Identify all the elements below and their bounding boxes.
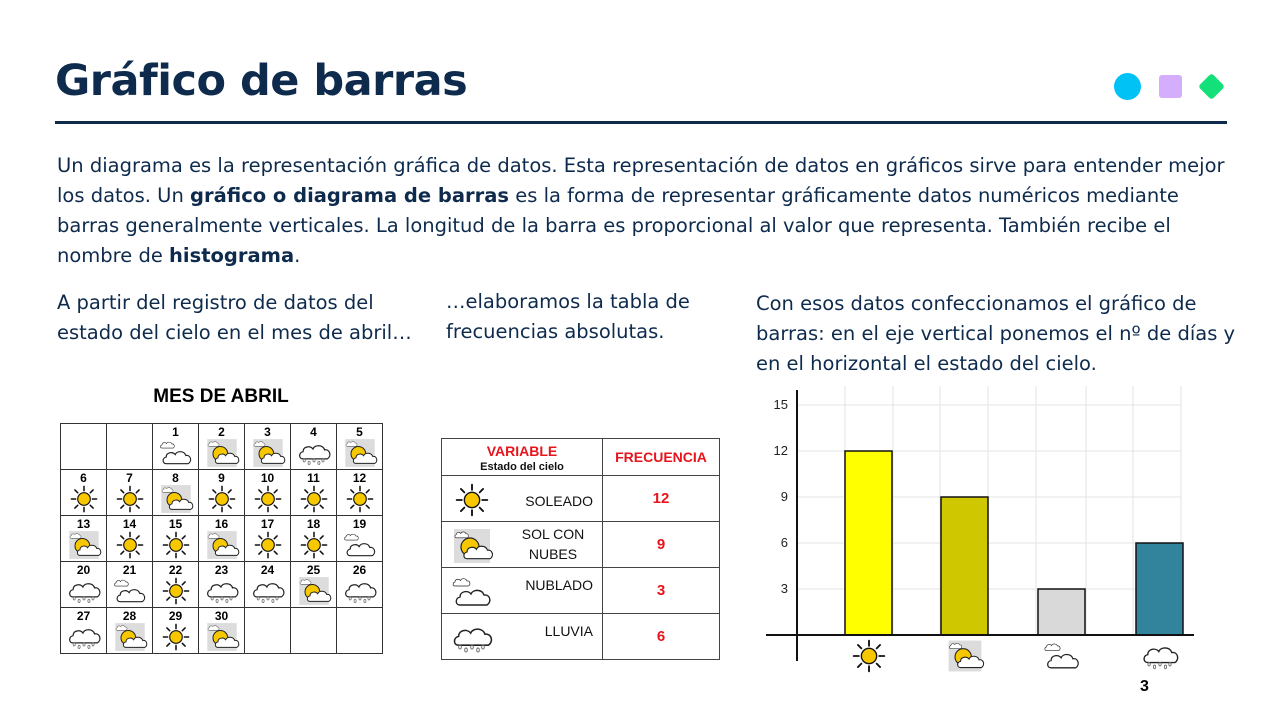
frequency-table — [441, 438, 720, 660]
y-tick-label: 6 — [780, 535, 788, 550]
variable-cell — [442, 476, 603, 522]
sun-cloud-icon — [112, 623, 148, 651]
calendar-day-cell — [245, 424, 291, 470]
calendar-day-cell — [199, 608, 245, 654]
rain-cloud-icon — [250, 577, 286, 605]
sun-icon — [450, 483, 494, 517]
sun-icon — [849, 639, 889, 673]
calendar-empty-cell — [291, 608, 337, 654]
table-row — [442, 614, 720, 660]
day-number: 30 — [214, 609, 229, 623]
april-weather-calendar — [60, 423, 383, 654]
sun-icon — [342, 485, 378, 513]
variable-label: SOL CON NUBES — [521, 526, 585, 562]
calendar-day-cell — [337, 516, 383, 562]
calendar-day-cell — [245, 470, 291, 516]
y-tick-label: 9 — [780, 489, 788, 504]
sun-icon — [112, 531, 148, 559]
header-variable-label: VARIABLE — [486, 442, 558, 459]
header-variable — [442, 439, 603, 476]
calendar-day-cell — [107, 608, 153, 654]
rain-cloud-icon — [66, 623, 102, 651]
day-number: 16 — [214, 517, 229, 531]
day-number: 29 — [168, 609, 183, 623]
day-number: 6 — [80, 471, 87, 485]
y-tick-label: 3 — [780, 581, 788, 596]
calendar-caption: A partir del registro de datos del estado del cielo en el mes de abril… — [57, 291, 412, 344]
sun-cloud-icon — [450, 529, 494, 563]
cloud-icon — [450, 575, 494, 609]
day-number: 3 — [264, 425, 271, 439]
cloud-icon — [1042, 639, 1082, 673]
calendar-day-cell — [291, 470, 337, 516]
day-number: 25 — [306, 563, 321, 577]
calendar-day-cell — [337, 562, 383, 608]
day-number: 26 — [352, 563, 367, 577]
calendar-day-cell — [153, 470, 199, 516]
sun-icon — [66, 485, 102, 513]
calendar-week-row — [61, 424, 383, 470]
sun-cloud-icon — [342, 439, 378, 467]
calendar-day-cell — [199, 470, 245, 516]
calendar-day-cell — [199, 424, 245, 470]
day-number: 10 — [260, 471, 275, 485]
sun-icon — [204, 485, 240, 513]
rain-cloud-icon — [450, 621, 494, 655]
sun-cloud-icon — [204, 531, 240, 559]
calendar-day-cell — [291, 516, 337, 562]
day-number: 2 — [218, 425, 225, 439]
calendar-day-cell — [153, 516, 199, 562]
intro-paragraph — [57, 151, 1237, 271]
intro-bold-term-1: gráfico o diagrama de barras — [190, 184, 510, 207]
day-number: 28 — [122, 609, 137, 623]
calendar-week-row — [61, 562, 383, 608]
day-number: 15 — [168, 517, 183, 531]
table-row — [442, 476, 720, 522]
variable-label: SOLEADO — [525, 493, 593, 509]
rain-cloud-icon — [1140, 639, 1180, 673]
bar-chart — [760, 386, 1200, 686]
header-variable-sublabel: Estado del cielo — [480, 460, 564, 473]
calendar-day-cell — [245, 562, 291, 608]
calendar-day-cell — [291, 562, 337, 608]
day-number: 14 — [122, 517, 137, 531]
intro-text-2: es la forma de representar gráficamente datos numéricos mediante barras generalmente verticales. La longitud de la barra es proporcional al valor que representa. También recibe el nombre de — [57, 184, 1179, 267]
calendar-week-row — [61, 470, 383, 516]
day-number: 11 — [307, 471, 320, 485]
rain-cloud-icon — [296, 439, 332, 467]
sun-icon — [112, 485, 148, 513]
sun-cloud-icon — [204, 623, 240, 651]
sun-cloud-icon — [66, 531, 102, 559]
sun-cloud-icon — [296, 577, 332, 605]
day-number: 12 — [352, 471, 367, 485]
calendar-day-cell — [61, 470, 107, 516]
day-number: 17 — [260, 517, 275, 531]
calendar-day-cell — [153, 562, 199, 608]
calendar-week-row — [61, 608, 383, 654]
table-caption: …elaboramos la tabla de frecuencias absolutas. — [446, 290, 690, 343]
sun-cloud-icon — [204, 439, 240, 467]
sun-icon — [158, 531, 194, 559]
calendar-day-cell — [153, 608, 199, 654]
calendar-day-cell — [107, 516, 153, 562]
rain-cloud-icon — [342, 577, 378, 605]
frequency-value: 9 — [603, 522, 720, 568]
calendar-day-cell — [61, 608, 107, 654]
variable-label: LLUVIA — [544, 623, 593, 639]
sun-cloud-icon — [945, 639, 985, 673]
rain-cloud-icon — [204, 577, 240, 605]
title-divider — [55, 121, 1227, 124]
bar-2 — [1038, 589, 1085, 635]
intro-bold-term-2: histograma — [169, 244, 295, 267]
day-number: 22 — [168, 563, 183, 577]
sun-cloud-icon — [158, 485, 194, 513]
intro-text-1: Un diagrama es la representación gráfica de datos. Esta representación de datos en gráficos sirve para entender mejor los datos. Un — [57, 154, 1225, 207]
calendar-day-cell — [107, 470, 153, 516]
day-number: 1 — [172, 425, 179, 439]
y-tick-label: 15 — [773, 397, 788, 412]
table-header-row — [442, 439, 720, 476]
calendar-empty-cell — [107, 424, 153, 470]
day-number: 24 — [260, 563, 275, 577]
calendar-empty-cell — [245, 608, 291, 654]
day-number: 18 — [306, 517, 321, 531]
day-number: 20 — [76, 563, 91, 577]
day-number: 4 — [310, 425, 317, 439]
sun-icon — [250, 531, 286, 559]
calendar-day-cell — [61, 516, 107, 562]
day-number: 23 — [214, 563, 229, 577]
day-number: 5 — [356, 425, 363, 439]
frequency-value: 3 — [603, 568, 720, 614]
variable-cell — [442, 522, 603, 568]
variable-cell — [442, 614, 603, 660]
day-number: 7 — [126, 471, 133, 485]
calendar-day-cell — [291, 424, 337, 470]
cloud-icon — [158, 439, 194, 467]
sun-icon — [158, 577, 194, 605]
calendar-day-cell — [337, 470, 383, 516]
calendar-day-cell — [245, 516, 291, 562]
page-number: 3 — [1140, 678, 1149, 695]
day-number: 9 — [218, 471, 225, 485]
calendar-day-cell — [199, 516, 245, 562]
day-number: 19 — [352, 517, 367, 531]
cloud-icon — [112, 577, 148, 605]
sun-icon — [296, 485, 332, 513]
variable-cell — [442, 568, 603, 614]
diamond-icon — [1198, 73, 1225, 100]
square-icon — [1159, 75, 1182, 98]
day-number: 27 — [76, 609, 91, 623]
day-number: 21 — [122, 563, 137, 577]
calendar-day-cell — [337, 424, 383, 470]
day-number: 13 — [76, 517, 91, 531]
bar-1 — [941, 497, 988, 635]
calendar-day-cell — [199, 562, 245, 608]
frequency-value: 6 — [603, 614, 720, 660]
circle-icon — [1114, 73, 1141, 100]
decorative-shapes — [1114, 73, 1229, 101]
day-number: 8 — [172, 471, 179, 485]
page-title: Gráfico de barras — [55, 56, 468, 106]
calendar-day-cell — [153, 424, 199, 470]
intro-text-3: . — [294, 244, 301, 267]
calendar-day-cell — [107, 562, 153, 608]
cloud-icon — [342, 531, 378, 559]
header-frequency: FRECUENCIA — [603, 439, 720, 476]
calendar-week-row — [61, 516, 383, 562]
sun-icon — [158, 623, 194, 651]
calendar-empty-cell — [61, 424, 107, 470]
y-tick-label: 12 — [773, 443, 788, 458]
variable-label: NUBLADO — [525, 577, 593, 593]
calendar-title: MES DE ABRIL — [153, 386, 289, 407]
frequency-value: 12 — [603, 476, 720, 522]
sun-icon — [250, 485, 286, 513]
chart-caption: Con esos datos confeccionamos el gráfico de barras: en el eje vertical ponemos el nº de días y en el horizontal el estado del cielo. — [756, 292, 1236, 375]
table-row — [442, 568, 720, 614]
sun-icon — [296, 531, 332, 559]
bar-3 — [1136, 543, 1183, 635]
bar-0 — [845, 451, 892, 635]
table-row — [442, 522, 720, 568]
rain-cloud-icon — [66, 577, 102, 605]
sun-cloud-icon — [250, 439, 286, 467]
calendar-day-cell — [61, 562, 107, 608]
calendar-empty-cell — [337, 608, 383, 654]
